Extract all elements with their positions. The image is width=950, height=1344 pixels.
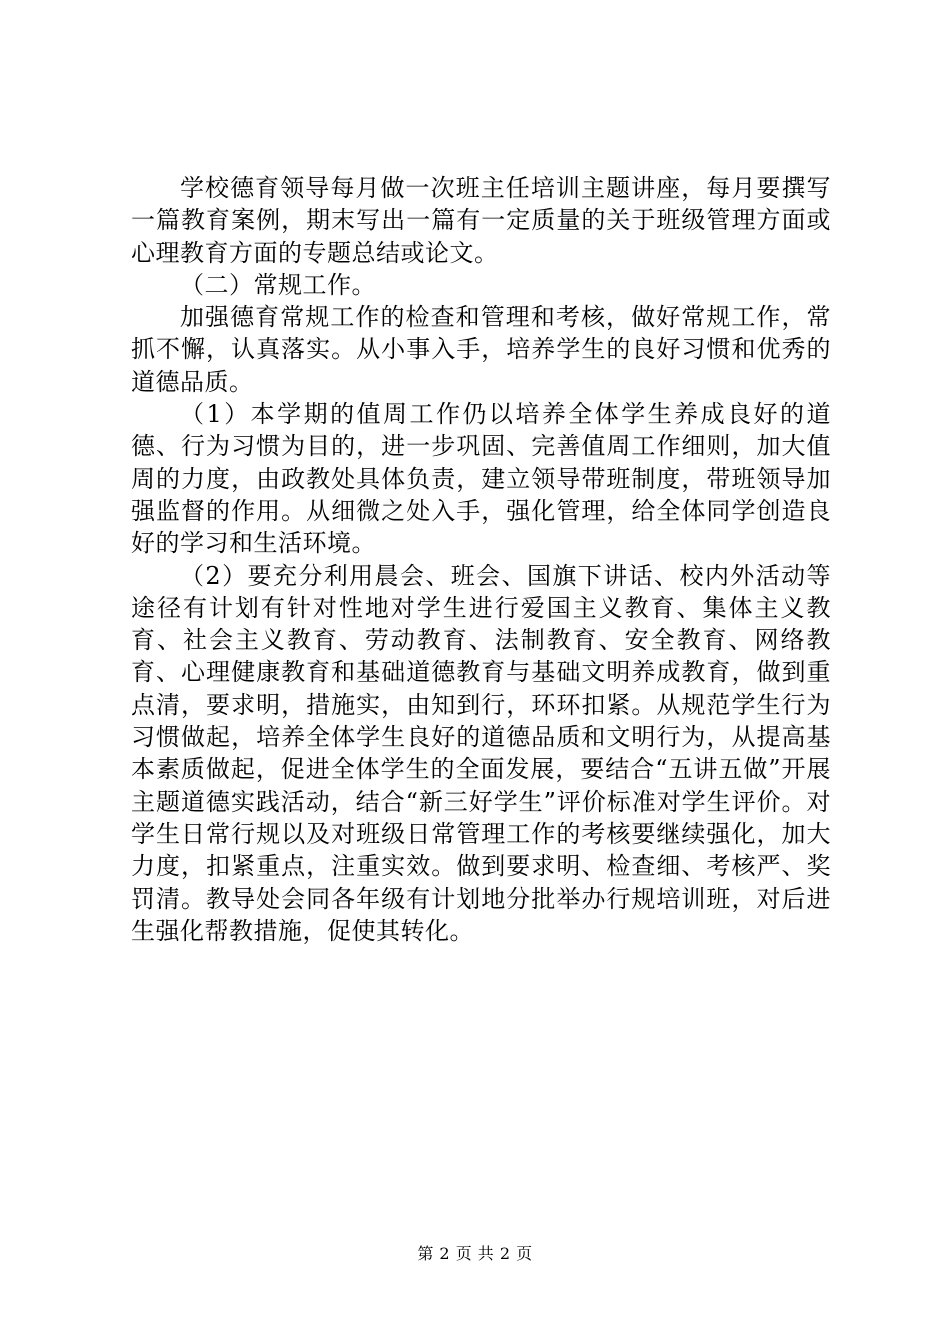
paragraph-item-2-education: （2）要充分利用晨会、班会、国旗下讲话、校内外活动等途径有计划有针对性地对学生进行爱国主义教育、集体主义教育、社会主义教育、劳动教育、法制教育、安全教育、网络教育、心理健康教育和基础道德教育与基础文明养成教育，做到重点清，要求明，措施实，由知到行，环环扣紧。从规范学生行为习惯做起，培养全体学生良好的道德品质和文明行为，从提高基本素质做起，促进全体学生的全面发展，要结合“五讲五做”开展主题道德实践活动，结合“新三好学生”评价标准对学生评价。对学生日常行规以及对班级日常管理工作的考核要继续强化，加大力度，扣紧重点，注重实效。做到要求明、检查细、考核严、奖罚清。教导处会同各年级有计划地分批举办行规培训班，对后进生强化帮教措施，促使其转化。 <box>131 561 831 945</box>
document-body <box>131 172 831 947</box>
page-number-footer: 第 2 页 共 2 页 <box>417 1244 533 1263</box>
paragraph-lecture-plan: 学校德育领导每月做一次班主任培训主题讲座，每月要撰写一篇教育案例，期末写出一篇有一定质量的关于班级管理方面或心理教育方面的专题总结或论文。 <box>131 174 831 267</box>
section-heading-routine-work: （二）常规工作。 <box>180 270 376 299</box>
paragraph-routine-work: 加强德育常规工作的检查和管理和考核，做好常规工作，常抓不懈，认真落实。从小事入手，培养学生的良好习惯和优秀的道德品质。 <box>131 303 831 396</box>
paragraph-item-1-duty-week: （1）本学期的值周工作仍以培养全体学生养成良好的道德、行为习惯为目的，进一步巩固、完善值周工作细则，加大值周的力度，由政教处具体负责，建立领导带班制度，带班领导加强监督的作用。从细微之处入手，强化管理，给全体同学创造良好的学习和生活环境。 <box>131 400 831 558</box>
